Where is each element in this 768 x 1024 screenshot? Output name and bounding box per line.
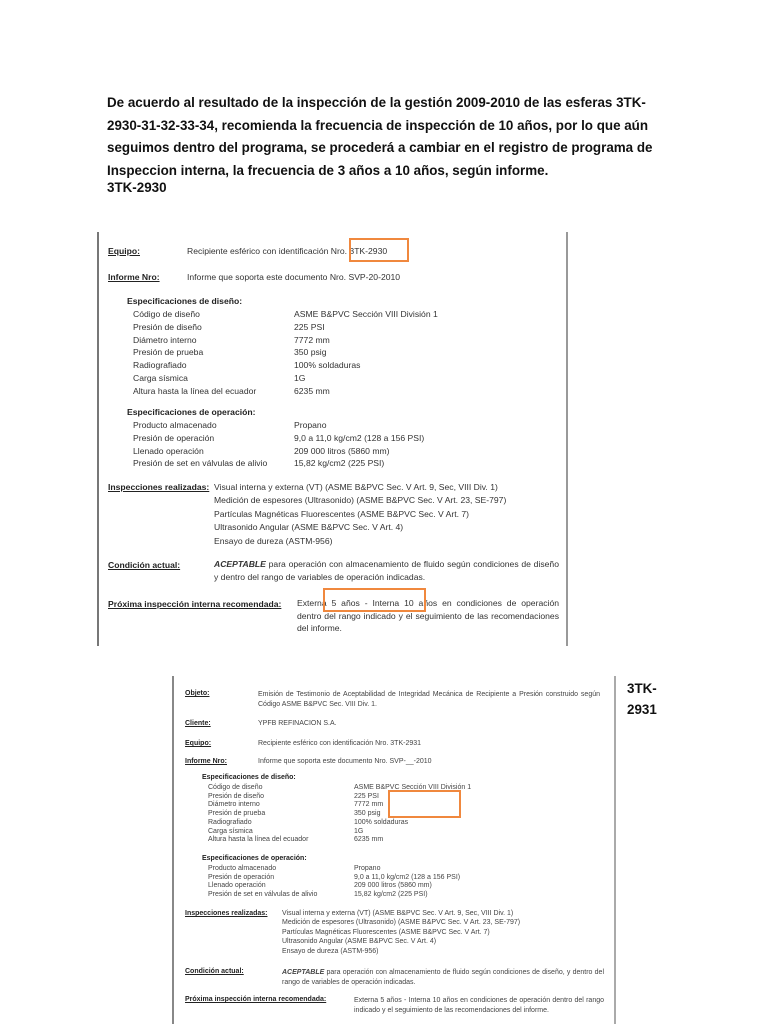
scan-border-left [97,232,99,646]
scanned-certificate-2931 [172,676,616,1024]
spec-key: Presión de diseño [208,792,265,800]
condicion-label: Condición actual: [185,968,244,975]
inspection-item: Visual interna y externa (VT) (ASME B&PVC Sec. V Art. 9, Sec, VIII Div. 1) [214,482,498,492]
spec-value: 1G [354,827,364,835]
inspection-item: Ensayo de dureza (ASTM-956) [214,535,333,546]
spec-value: 7772 mm [354,801,384,809]
condicion-text [282,968,604,988]
inspection-item: Ultrasonido Angular (ASME B&PVC Sec. V Art. 4) [214,522,404,533]
spec-value: ASME B&PVC Sección VIII División 1 [354,784,472,791]
inspection-item: Partículas Magnéticas Fluorescentes (ASME B&PVC Sec. V Art. 7) [214,508,470,519]
spec-key: Diámetro interno [208,801,260,809]
condicion-status: ACEPTABLE [214,559,266,569]
spec-key: Diámetro interno [133,334,197,345]
spec-key: Presión de operación [208,873,275,881]
spec-value: 100% soldaduras [294,360,361,371]
spec-key: Altura hasta la línea del ecuador [208,836,309,844]
spec-key: Presión de set en válvulas de alivio [208,891,318,899]
inspection-item: Ultrasonido Angular (ASME B&PVC Sec. V Art. 4) [282,938,437,946]
spec-key: Radiografiado [133,360,187,371]
spec-key: Presión de prueba [208,810,266,818]
inspection-item: Ensayo de dureza (ASTM-956) [282,947,379,955]
proxima-text: Externa 5 años - Interna 10 años en condiciones de operación dentro del rango indicado y el seguimiento de las recomendaciones del informe. [297,598,559,633]
condicion-label: Condición actual: [108,560,181,570]
spec-value: 100% soldaduras [354,818,409,826]
spec-value: 209 000 litros (5860 mm) [294,445,390,456]
spec-value: 209 000 litros (5860 mm) [354,882,432,890]
informe-label: Informe Nro: [185,758,227,765]
spec-key: Producto almacenado [133,420,217,430]
inspection-item: Medición de espesores (Ultrasonido) (ASME B&PVC Sec. V Art. 23, SE-797) [282,919,521,927]
spec-key: Presión de set en válvulas de alivio [133,458,268,469]
inspection-item: Partículas Magnéticas Fluorescentes (ASME B&PVC Sec. V Art. 7) [282,928,490,936]
spec-key: Presión de diseño [133,321,202,332]
condicion-status: ACEPTABLE [282,969,325,976]
scan-border-right [566,232,568,646]
spec-key: Presión de prueba [133,347,204,358]
equipo-label: Equipo: [108,246,140,256]
scan-border-left [172,676,174,1024]
equipment-heading-2930: 3TK-2930 [107,180,167,195]
highlight-box-equipment-id [349,238,409,262]
spec-value: ASME B&PVC Sección VIII División 1 [294,309,438,319]
spec-value: 15,82 kg/cm2 (225 PSI) [354,891,428,899]
informe-value: Informe que soporta este documento Nro. SVP-20-2010 [187,272,401,282]
spec-value: 225 PSI [354,792,379,800]
cliente-label: Cliente: [185,720,211,727]
spec-value: Propano [294,420,327,430]
spec-value: 9,0 a 11,0 kg/cm2 (128 a 156 PSI) [354,873,461,881]
informe-value: Informe que soporta este documento Nro. SVP-__-2010 [258,758,432,765]
proxima-label: Próxima inspección interna recomendada: [185,996,327,1003]
spec-key: Carga sísmica [208,827,253,835]
inspecciones-label: Inspecciones realizadas: [185,910,268,917]
scan-border-right [614,676,616,1024]
highlight-box-next-inspection [323,588,426,612]
condicion-description: para operación con almacenamiento de fluido según condiciones de diseño, y dentro del rango de variables de operación indicadas. [282,969,604,986]
operation-specs-title: Especificaciones de operación: [202,855,307,862]
spec-value: 7772 mm [294,334,330,345]
proxima-text: Externa 5 años - Interna 10 años en condiciones de operación dentro del rango indicado y el seguimiento de las recomendaciones del informe. [354,997,604,1014]
spec-key: Código de diseño [208,784,263,791]
spec-value: 15,82 kg/cm2 (225 PSI) [294,458,385,469]
spec-value: 1G [294,373,306,383]
design-specs-title: Especificaciones de diseño: [202,774,296,781]
condicion-description: para operación con almacenamiento de fluido según condiciones de diseño y dentro del rango de variables de operación indicadas. [214,559,559,582]
spec-key: Producto almacenado [208,865,277,872]
condicion-text [214,558,559,583]
cliente-value: YPFB REFINACION S.A. [258,720,337,727]
proxima-label: Próxima inspección interna recomendada: [108,599,282,609]
inspecciones-label: Inspecciones realizadas: [108,482,210,492]
intro-paragraph: De acuerdo al resultado de la inspección de la gestión 2009-2010 de las esferas 3TK-2930-31-32-33-34, recomienda la frecuencia de inspección de 10 años, por lo que aún seguimos dentro del programa, se procederá a cambiar en el registro de programa de Inspeccion interna, la frecuencia de 3 años a 10 años, según informe. [107,95,653,178]
objeto-value: Emisión de Testimonio de Aceptabilidad de Integridad Mecánica de Recipiente a Presión construido según Código ASME B&PVC Sec. VIII Div. 1. [258,691,600,708]
spec-key: Radiografiado [208,818,252,826]
highlight-box-design-pressure [388,790,461,818]
equipment-heading-2931: 3TK-2931 [627,681,657,717]
spec-key: Carga sísmica [133,373,188,383]
spec-value: Propano [354,865,381,872]
spec-value: 350 psig [354,810,381,818]
spec-key: Altura hasta la línea del ecuador [133,385,257,396]
scanned-certificate-2930 [97,232,568,646]
objeto-label: Objeto: [185,690,210,697]
equipo-value: Recipiente esférico con identificación Nro. 3TK-2930 [187,246,388,256]
operation-specs-title: Especificaciones de operación: [127,407,256,417]
equipo-value: Recipiente esférico con identificación Nro. 3TK-2931 [258,740,422,747]
spec-key: Llenado operación [133,445,204,456]
spec-value: 6235 mm [354,836,384,844]
spec-value: 225 PSI [294,321,325,332]
spec-value: 350 psig [294,347,327,358]
spec-key: Llenado operación [208,882,266,890]
equipo-label: Equipo: [185,740,212,747]
informe-label: Informe Nro: [108,272,160,282]
design-specs-title: Especificaciones de diseño: [127,296,243,306]
spec-value: 9,0 a 11,0 kg/cm2 (128 a 156 PSI) [294,432,425,443]
inspection-item: Visual interna y externa (VT) (ASME B&PVC Sec. V Art. 9, Sec, VIII Div. 1) [282,910,514,917]
spec-key: Presión de operación [133,432,215,443]
inspection-item: Medición de espesores (Ultrasonido) (ASME B&PVC Sec. V Art. 23, SE-797) [214,495,507,506]
spec-value: 6235 mm [294,385,330,396]
spec-key: Código de diseño [133,309,200,319]
